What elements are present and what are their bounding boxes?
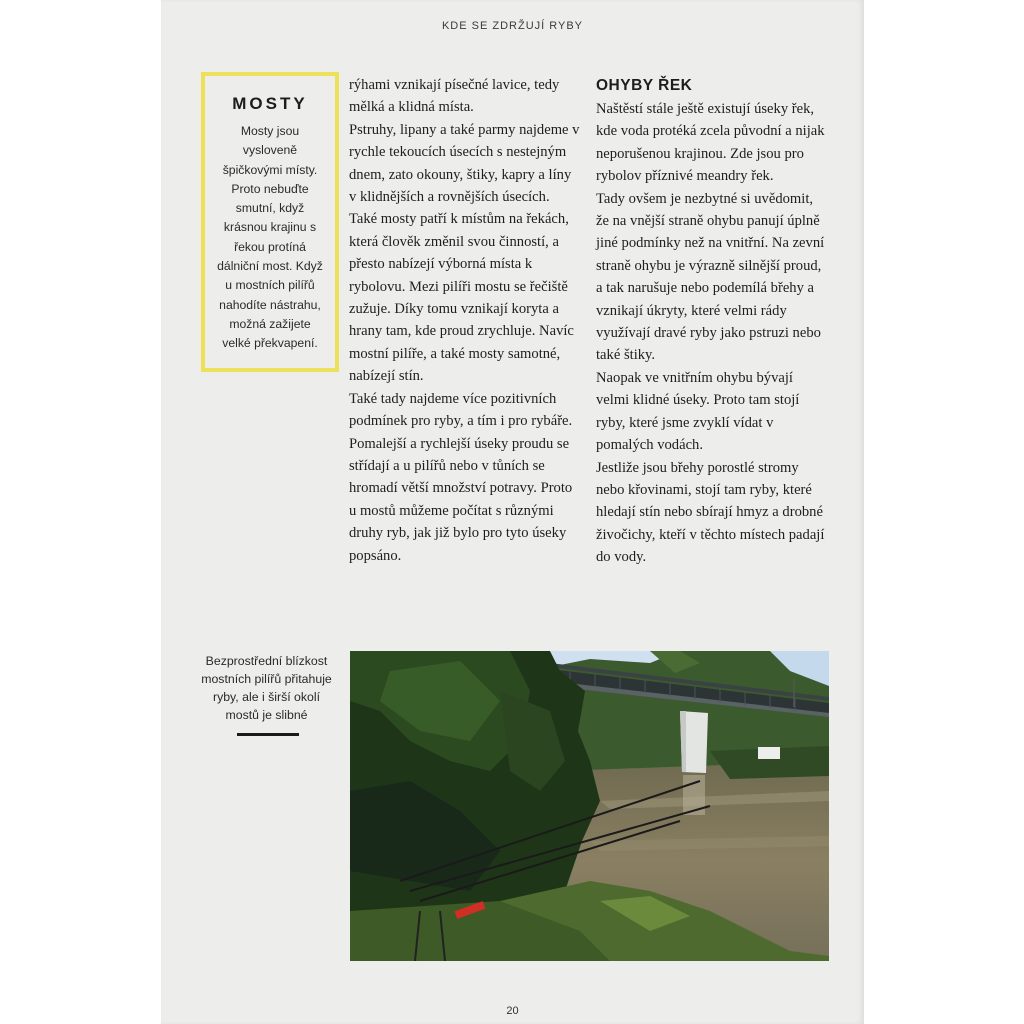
caption-divider bbox=[237, 733, 299, 736]
text-column-1 bbox=[349, 74, 581, 567]
paragraph: Naštěstí stále ještě existují úseky řek, kde voda protéká zcela původní a nijak neporušenou krajinou. Zde jsou pro rybolov příznivé meandry řek. bbox=[596, 101, 825, 185]
sidebar-text: Mosty jsou vysloveně špičkovými místy. Proto nebuďte smutní, když krásnou krajinu s řekou protíná dálniční most. Když u mostních pilířů nahodíte nástrahu, možná zažijete velké překvapení. bbox=[217, 124, 323, 351]
page-number: 20 bbox=[506, 1005, 519, 1017]
photo-caption: Bezprostřední blízkost mostních pilířů přitahuje ryby, ale i širší okolí mostů je slibné bbox=[201, 654, 332, 722]
paragraph: Také mosty patří k místům na řekách, která člověk změnil svou činností, a přesto nabízejí výborná místa k rybolovu. Mezi pilíři mostu se řečiště zužuje. Díky tomu vznikají koryta a hrany tam, kde proud zrychluje. Navíc mostní pilíře, a také mosty samotné, nabízejí stín. bbox=[349, 211, 574, 385]
running-head: KDE SE ZDRŽUJÍ RYBY bbox=[441, 20, 584, 32]
text-column-2 bbox=[596, 74, 828, 569]
paragraph: Tady ovšem je nezbytné si uvědomit, že na vnější straně ohybu panují úplně jiné podmínky než na vnitřní. Na zevní straně ohybu je výrazně silnější proud, a tak narušuje nebo podemílá břehy a vznikají úkryty, které velmi rády využívají dravé ryby jako pstruzi nebo také štiky. bbox=[596, 190, 825, 364]
section-heading: OHYBY ŘEK bbox=[596, 77, 693, 94]
book-page bbox=[161, 0, 864, 1024]
paragraph: Jestliže jsou břehy porostlé stromy nebo křovinami, stojí tam ryby, které hledají stín nebo sbírají hmyz a drobné živočichy, kteří v těchto místech padají do vody. bbox=[596, 459, 825, 566]
sidebar-box-mosty bbox=[201, 72, 339, 372]
paragraph: Také tady najdeme více pozitivních podmínek pro ryby, a tím i pro rybáře. Pomalejší a rychlejší úseky proudu se střídají a u pilířů nebo v tůních se hromadí větší množství potravy. Proto u mostů můžeme počítat s různými druhy ryb, jak již bylo pro tyto úseky popsáno. bbox=[349, 390, 573, 564]
sidebar-title: MOSTY bbox=[232, 94, 308, 113]
paragraph: Naopak ve vnitřním ohybu bývají velmi klidné úseky. Proto tam stojí ryby, které jsme zvyklí vídat v pomalých vodách. bbox=[596, 369, 800, 454]
paragraph: Pstruhy, lipany a také parmy najdeme v rychle tekoucích úsecích s nestejným dnem, zato okouny, štiky, kapry a líny v klidnějších a rovnějších úsecích. bbox=[349, 121, 580, 206]
paragraph: rýhami vznikají písečné lavice, tedy mělká a klidná místa. bbox=[349, 77, 560, 116]
bridge-river-photo bbox=[350, 651, 829, 961]
bridge-river-illustration bbox=[350, 651, 829, 961]
